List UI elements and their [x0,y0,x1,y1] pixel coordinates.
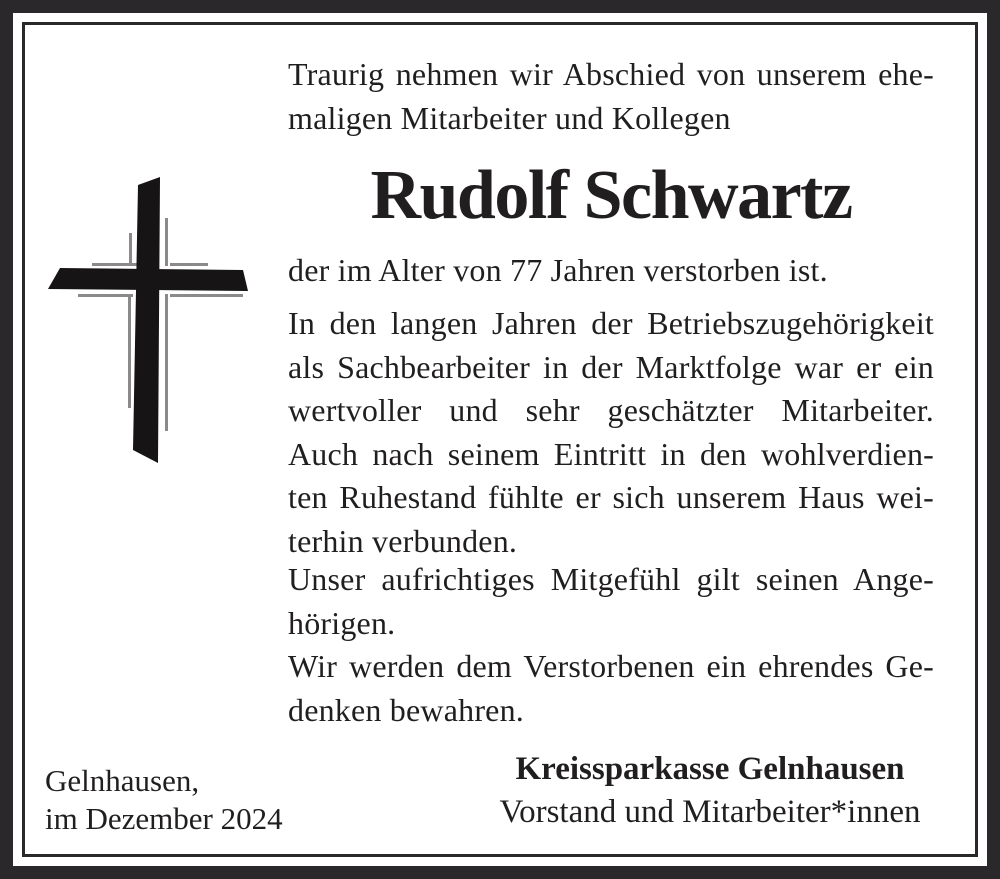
body-line: In den langen Jahren der Betriebszugehörigkeit [288,305,934,341]
age-line: der im Alter von 77 Jahren verstorben ist. [288,252,828,288]
place-line: Gelnhausen, [45,763,200,798]
body-line: hörigen. [288,604,396,641]
signature-subline: Vorstand und Mitarbeiter*innen [499,794,921,830]
memorial-cross-icon [48,173,248,465]
signature-block [435,748,985,834]
place-date [45,762,283,838]
body-line: Auch nach seinem Eintritt in den wohlverdien- [288,435,934,472]
deceased-name-heading: Rudolf Schwartz [370,157,852,234]
body-paragraph-3 [288,645,934,732]
intro-paragraph [288,52,934,140]
intro-line: Traurig nehmen wir Abschied von unserem ehe- [288,56,934,92]
body-line: wertvoller und sehr geschätzter Mitarbeiter. [288,392,934,428]
intro-line: maligen Mitarbeiter und Kollegen [288,100,731,136]
date-line: im Dezember 2024 [45,801,283,836]
body-line: denken bewahren. [288,691,524,728]
body-line: Wir werden dem Verstorbenen ein ehrendes Ge- [288,648,934,684]
body-line: als Sachbearbeiter in der Marktfolge war er ein [288,348,934,385]
body-line: Unser aufrichtiges Mitgefühl gilt seinen Ange- [288,561,934,597]
body-line: ten Ruhestand fühlte er sich unserem Haus wei- [288,479,934,515]
signature-organization: Kreissparkasse Gelnhausen [515,751,905,787]
body-paragraph-1 [288,302,934,563]
body-paragraph-2 [288,558,934,645]
body-line: terhin verbunden. [288,522,518,559]
